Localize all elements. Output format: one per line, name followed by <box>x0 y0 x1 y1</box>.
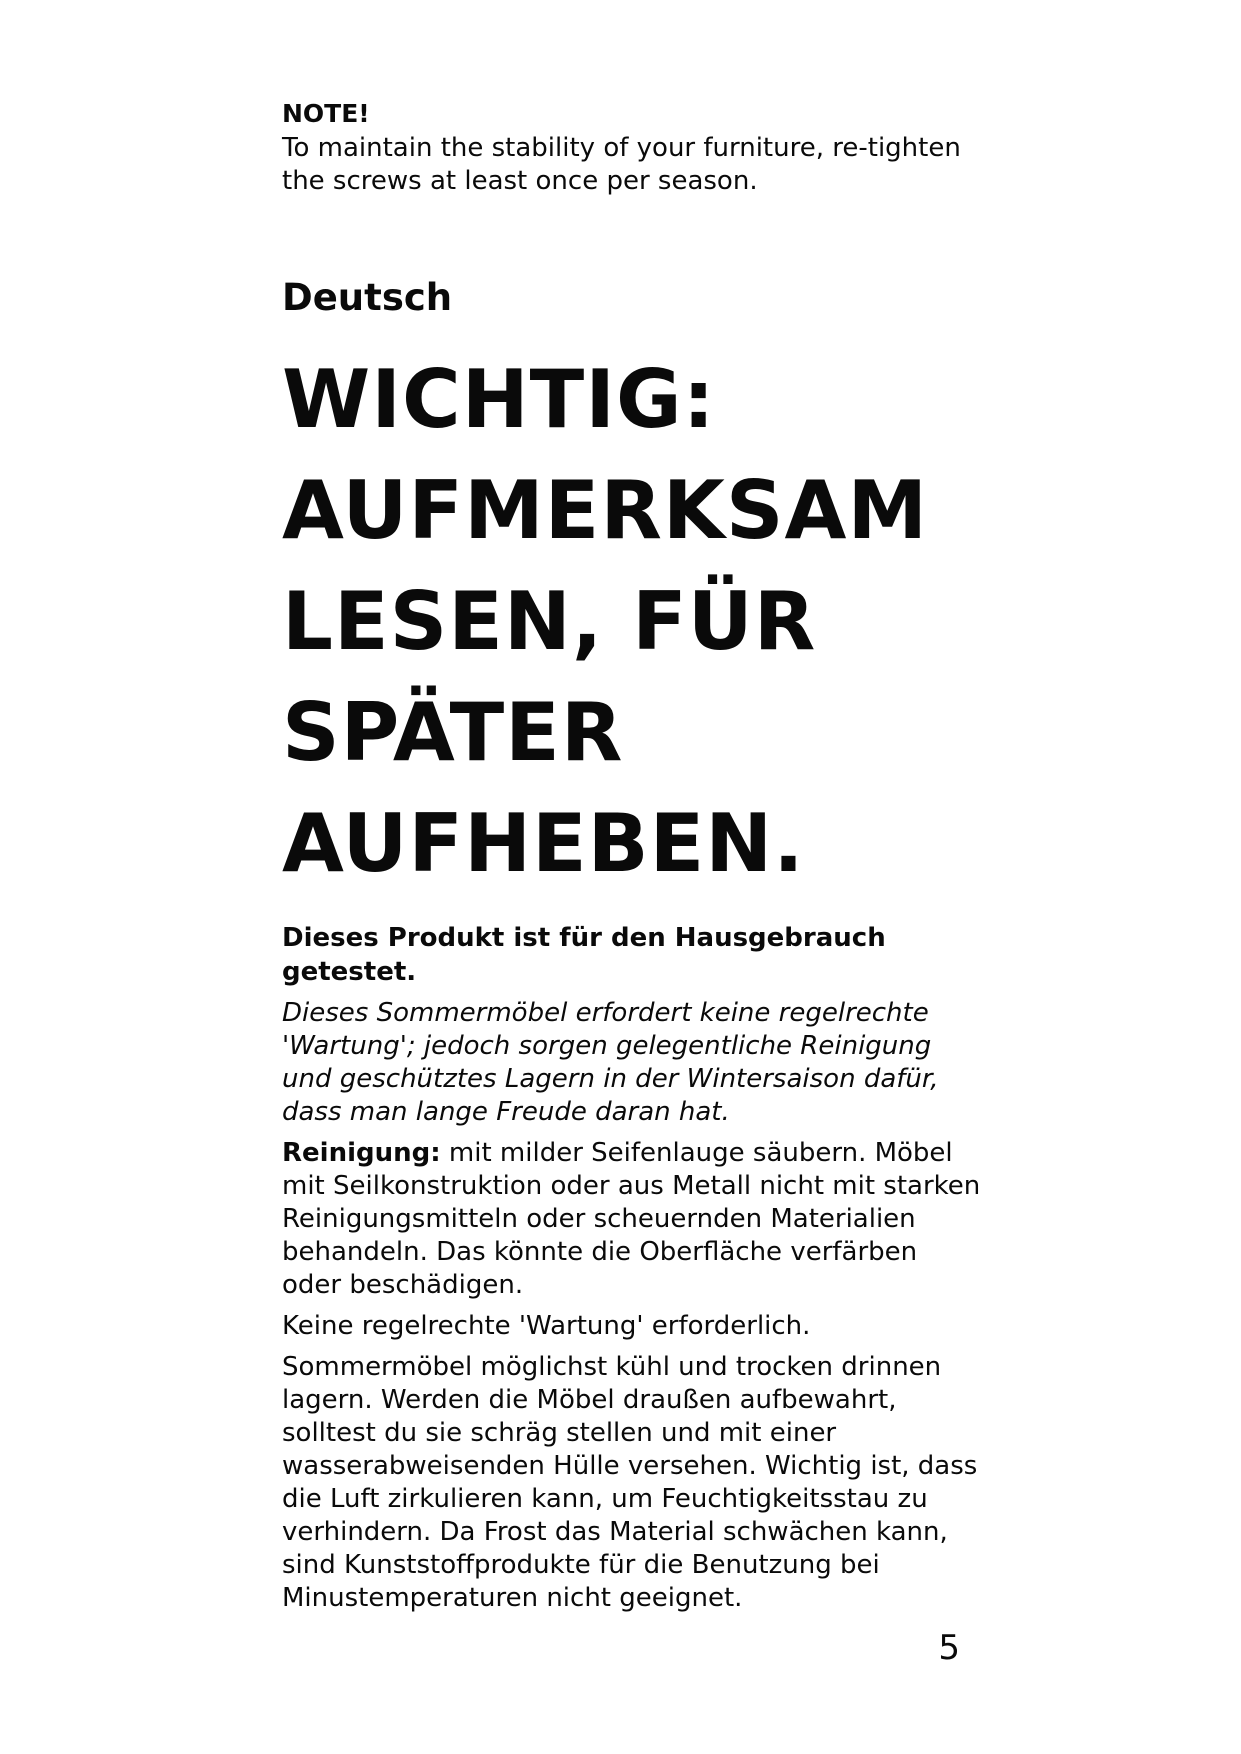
title-line: AUFHEBEN. <box>282 797 805 890</box>
cleaning-paragraph <box>282 1137 982 1302</box>
text-column <box>282 96 982 1615</box>
language-heading: Deutsch <box>282 276 453 319</box>
note-label: NOTE! <box>282 99 370 128</box>
page-number: 5 <box>938 1628 960 1668</box>
product-tested-subheading: Dieses Produkt ist für den Hausgebrauch getestet. <box>282 923 886 987</box>
important-title <box>282 344 982 899</box>
cleaning-label: Reinigung: <box>282 1138 441 1168</box>
storage-paragraph: Sommermöbel möglichst kühl und trocken drinnen lagern. Werden die Möbel draußen aufbewahrt, solltest du sie schräg stellen und mit einer wasserabweisenden Hülle versehen. Wichtig ist, dass die Luft zirkulieren kann, um Feuchtigkeitsstau zu verhindern. Da Frost das Material schwächen kann, sind Kunststoffprodukte für die Benutzung bei Minustemperaturen nicht geeignet. <box>282 1352 978 1613</box>
title-line: WICHTIG: <box>282 353 716 446</box>
intro-italic-paragraph: Dieses Sommermöbel erfordert keine regelrechte 'Wartung'; jedoch sorgen gelegentliche Reinigung und geschütztes Lagern in der Wintersaison dafür, dass man lange Freude daran hat. <box>282 998 939 1127</box>
cleaning-text: mit milder Seifenlauge säubern. Möbel mit Seilkonstruktion oder aus Metall nicht mit starken Reinigungsmitteln oder scheuernden Materialien behandeln. Das könnte die Oberfläche verfärben oder beschädigen. <box>282 1138 981 1300</box>
maintenance-paragraph: Keine regelrechte 'Wartung' erforderlich. <box>282 1311 811 1341</box>
title-line: SPÄTER <box>282 686 624 779</box>
note-text: To maintain the stability of your furniture, re-tighten the screws at least once per season. <box>282 133 961 196</box>
title-line: LESEN, FÜR <box>282 575 817 668</box>
title-line: AUFMERKSAM <box>282 464 929 557</box>
